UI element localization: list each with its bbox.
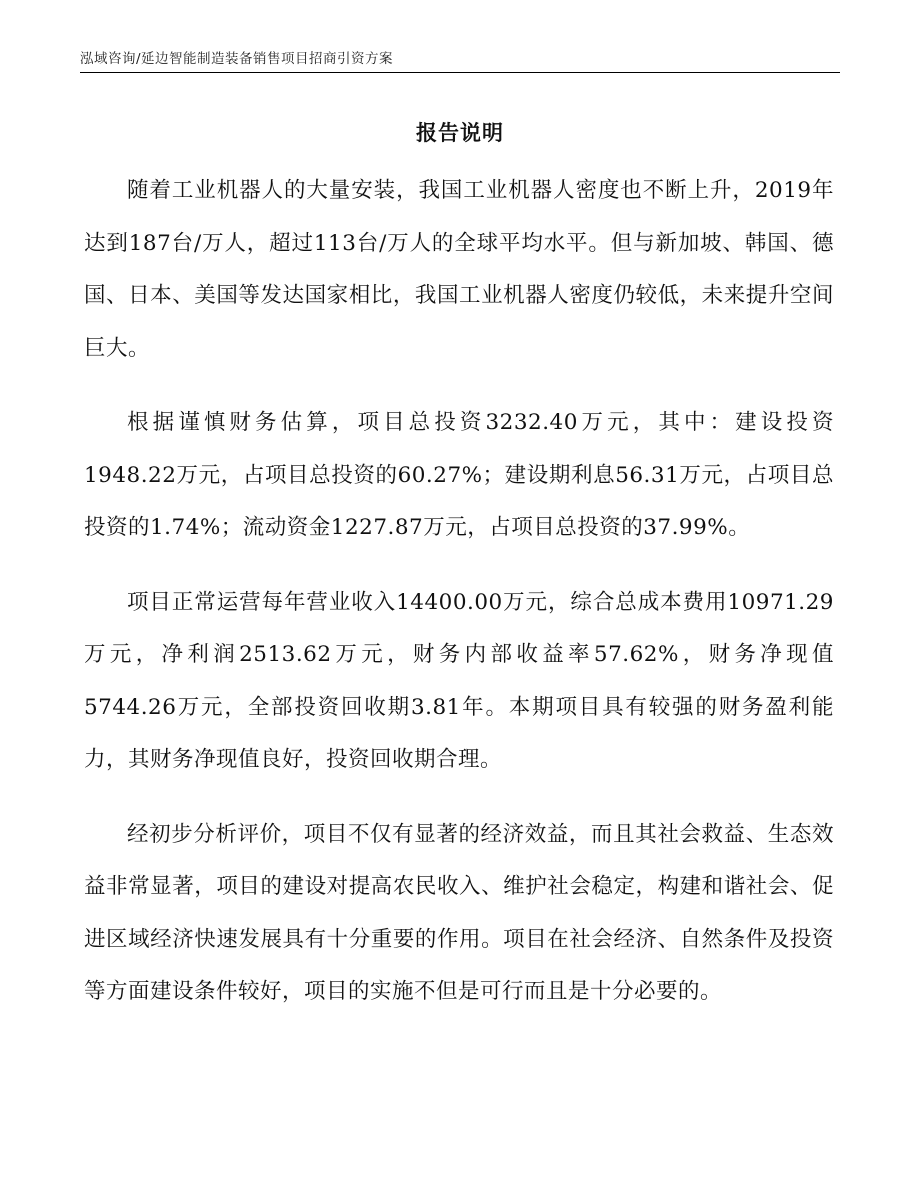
paragraph-evaluation: 经初步分析评价，项目不仅有显著的经济效益，而且其社会救益、生态效益非常显著，项目的建设对提高农民收入、维护社会稳定，构建和谐社会、促进区域经济快速发展具有十分重要的作用。项目在社会经济、自然条件及投资等方面建设条件较好，项目的实施不但是可行而且是十分必要的。 [84,821,834,1004]
header-divider [80,72,840,73]
paragraph-financials: 项目正常运营每年营业收入14400.00万元，综合总成本费用10971.29万元，净利润2513.62万元，财务内部收益率57.62%，财务净现值5744.26万元，全部投资回收期3.81年。本期项目具有较强的财务盈利能力，其财务净现值良好，投资回收期合理。 [84,589,834,772]
body-text [84,165,834,1041]
running-header: 泓域咨询/延边智能制造装备销售项目招商引资方案 [80,51,394,67]
paragraph-investment: 根据谨慎财务估算，项目总投资3232.40万元，其中：建设投资1948.22万元，占项目总投资的60.27%；建设期利息56.31万元，占项目总投资的1.74%；流动资金1227.87万元，占项目总投资的37.99%。 [84,410,834,540]
paragraph-robot-density: 随着工业机器人的大量安装，我国工业机器人密度也不断上升，2019年达到187台/万人，超过113台/万人的全球平均水平。但与新加坡、韩国、德国、日本、美国等发达国家相比，我国工业机器人密度仍较低，未来提升空间巨大。 [84,178,834,361]
section-title: 报告说明 [416,121,504,145]
